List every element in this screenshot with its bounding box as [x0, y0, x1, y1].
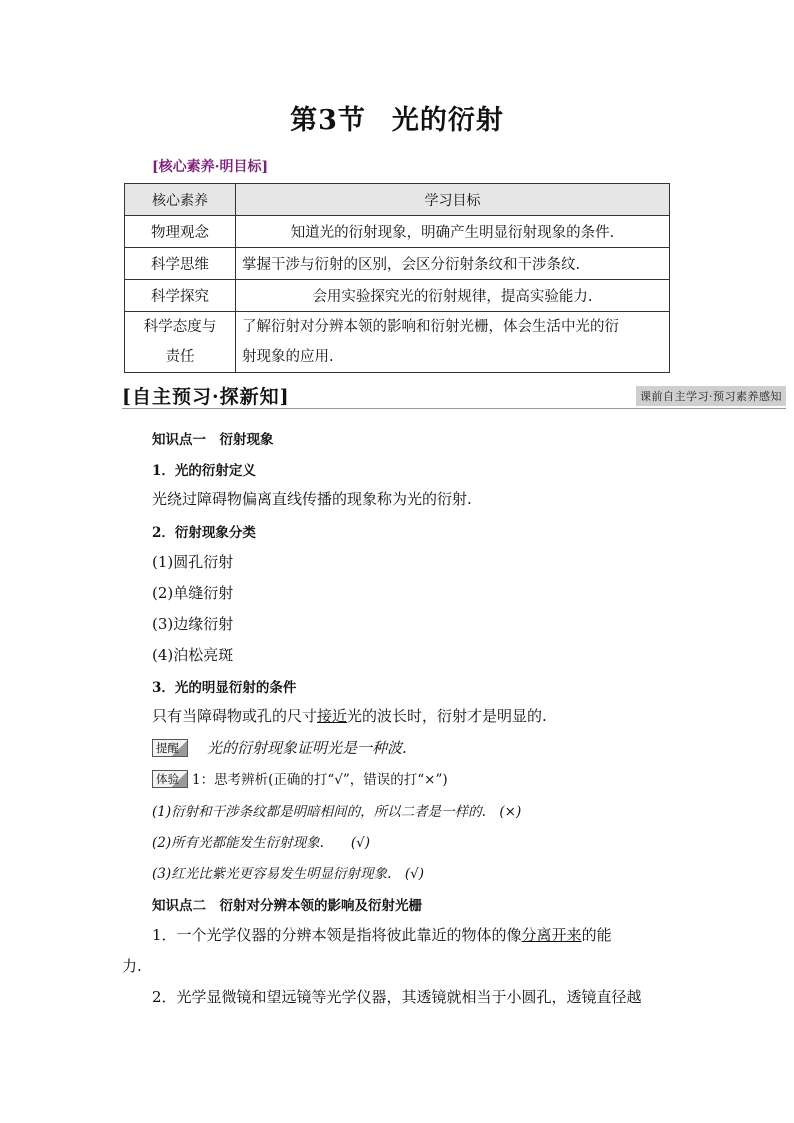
page-title	[0, 98, 794, 137]
table-cell-goal: 会用实验探究光的衍射规律，提高实验能力.	[236, 280, 670, 312]
knowledge-point-1: 知识点一 衍射现象	[152, 432, 274, 448]
list-item: (3)边缘衍射	[152, 615, 234, 633]
question-item: (3)红光比紫光更容易发生明显衍射现象. (√)	[152, 866, 425, 882]
table-cell-category: 科学探究	[125, 280, 236, 312]
text-span: 1．一个光学仪器的分辨本领是指将彼此靠近的物体的像	[152, 926, 522, 944]
category-line: 科学态度与	[143, 319, 217, 335]
category-line: 责任	[165, 349, 195, 365]
paragraph-lens: 2．光学显微镜和望远镜等光学仪器，其透镜就相当于小圆孔，透镜直径越	[152, 988, 642, 1006]
paragraph-definition: 光绕过障碍物偏离直线传播的现象称为光的衍射.	[152, 490, 472, 508]
table-cell-goal: 知道光的衍射现象，明确产生明显衍射现象的条件.	[236, 216, 670, 248]
experience-tag: 体验	[152, 770, 188, 788]
question-item: (2)所有光都能发生衍射现象. (√)	[152, 835, 371, 851]
heading-classification: 2．衍射现象分类	[152, 525, 256, 541]
table-cell-goal: 掌握干涉与衍射的区别，会区分衍射条纹和干涉条纹.	[236, 248, 670, 280]
text-span: 只有当障碍物或孔的尺寸	[152, 707, 318, 725]
goal-line: 了解衍射对分辨本领的影响和衍射光栅，体会生活中光的衍	[242, 319, 619, 335]
table-cell-goal	[236, 312, 670, 373]
section-title: [自主预习·探新知]	[122, 386, 290, 408]
goal-line: 射现象的应用.	[242, 349, 334, 365]
question-item: (1)衍射和干涉条纹都是明暗相间的，所以二者是一样的. (×)	[152, 804, 522, 820]
table-header-cell: 核心素养	[125, 184, 236, 216]
paragraph-resolution	[152, 924, 612, 945]
experience-text: 1：思考辨析(正确的打“√”，错误的打“×”)	[192, 772, 448, 788]
experience-line	[152, 768, 448, 788]
tip-line	[152, 737, 407, 758]
table-header-row	[125, 184, 670, 216]
table-row	[125, 216, 670, 248]
text-span: 的能	[581, 926, 612, 944]
table-row	[125, 248, 670, 280]
list-item: (2)单缝衍射	[152, 584, 234, 602]
table-row	[125, 312, 670, 373]
section-number: 第3节	[290, 105, 366, 136]
goals-table	[124, 183, 670, 373]
list-item: (1)圆孔衍射	[152, 553, 234, 571]
core-literacy-tag: [核心素养·明目标]	[152, 159, 269, 175]
section-side-label: 课前自主学习·预习素养感知	[636, 386, 786, 406]
knowledge-point-2: 知识点二 衍射对分辨本领的影响及衍射光栅	[152, 898, 422, 914]
heading-definition: 1．光的衍射定义	[152, 463, 256, 479]
table-cell-category	[125, 312, 236, 373]
heading-condition: 3．光的明显衍射的条件	[152, 680, 297, 696]
section-header	[122, 382, 786, 409]
underlined-answer: 接近	[317, 707, 348, 725]
tip-tag: 提醒	[152, 739, 188, 757]
tip-text: 光的衍射现象证明光是一种波.	[207, 739, 407, 757]
table-cell-category: 科学思维	[125, 248, 236, 280]
table-row	[125, 280, 670, 312]
paragraph-resolution-cont: 力.	[122, 957, 142, 975]
section-name: 光的衍射	[391, 105, 504, 136]
table-header-cell: 学习目标	[236, 184, 670, 216]
underlined-answer: 分离开来	[521, 926, 582, 944]
paragraph-condition	[152, 705, 547, 726]
table-cell-category: 物理观念	[125, 216, 236, 248]
text-span: 光的波长时，衍射才是明显的.	[347, 707, 547, 725]
list-item: (4)泊松亮斑	[152, 646, 234, 664]
